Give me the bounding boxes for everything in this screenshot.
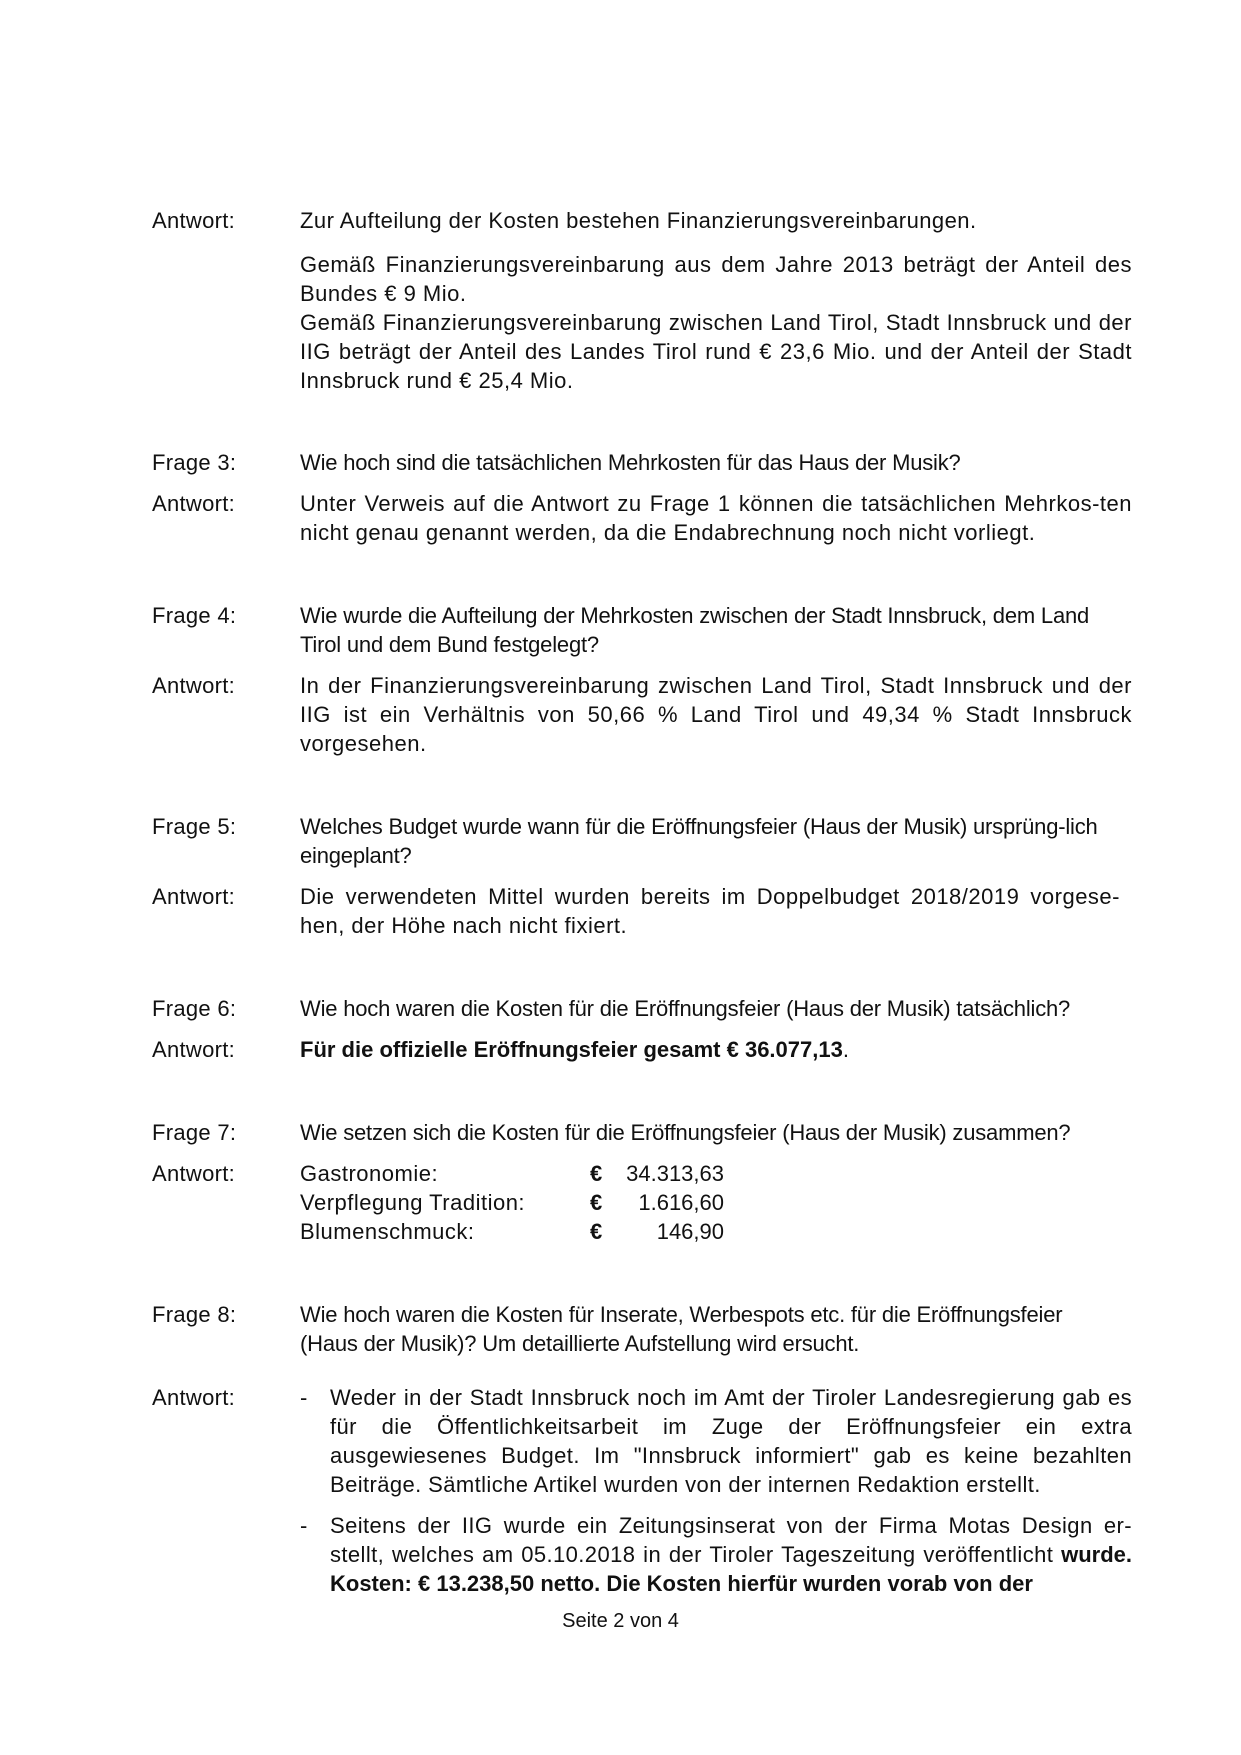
answer-label: Antwort: xyxy=(152,884,236,909)
cost-amount: 146,90 xyxy=(656,1219,724,1244)
answer-label: Antwort: xyxy=(152,1161,236,1186)
question-text: Wie hoch waren die Kosten für die Eröffnungsfeier (Haus der Musik) tatsächlich? xyxy=(300,996,1071,1021)
question-text: Welches Budget wurde wann für die Eröffnungsfeier (Haus der Musik) ursprüng-lich eingeplant? xyxy=(300,814,1098,868)
question-text: Wie hoch sind die tatsächlichen Mehrkosten für das Haus der Musik? xyxy=(300,450,961,475)
euro-icon: € xyxy=(590,1190,603,1215)
bullet-text: Weder in der Stadt Innsbruck noch im Amt der Tiroler Landesregierung gab es für die Öffentlichkeitsarbeit im Zuge der Eröffnungsfeier ein extra ausgewiesenes Budget. Im "Innsbruck informiert" gab es keine bezahlten Beiträge. Sämtliche Artikel wurden von der internen Redaktion erstellt. xyxy=(330,1385,1132,1497)
question-text: Wie setzen sich die Kosten für die Eröffnungsfeier (Haus der Musik) zusammen? xyxy=(300,1120,1071,1145)
bullet-text-bold: wurde. Kosten: € 13.238,50 netto. Die Kosten hierfür wurden vorab von der xyxy=(330,1542,1132,1596)
question-label: Frage 7: xyxy=(152,1120,237,1145)
euro-icon: € xyxy=(590,1219,603,1244)
question-text: Wie wurde die Aufteilung der Mehrkosten zwischen der Stadt Innsbruck, dem Land Tirol und dem Bund festgelegt? xyxy=(300,603,1090,657)
answer-paragraph: Zur Aufteilung der Kosten bestehen Finanzierungsvereinbarungen. xyxy=(300,208,977,233)
answer-text: In der Finanzierungsvereinbarung zwischen Land Tirol, Stadt Innsbruck und der IIG ist ein Verhältnis von 50,66 % Land Tirol und 49,34 % Stadt Innsbruck vorgesehen. xyxy=(300,673,1132,756)
answer-text xyxy=(300,1035,1132,1064)
bullet-dash: - xyxy=(300,1385,308,1410)
question-label: Frage 3: xyxy=(152,450,237,475)
page-footer: Seite 2 von 4 xyxy=(562,1610,679,1632)
bullet-text-regular: Seitens der IIG wurde ein Zeitungsinserat von der Firma Motas Design er-stellt, welches am 05.10.2018 in der Tiroler Tageszeitung veröffentlicht xyxy=(330,1513,1132,1567)
answer-text: Die verwendeten Mittel wurden bereits im Doppelbudget 2018/2019 vorgese-hen, der Höhe nach nicht fixiert. xyxy=(300,884,1120,938)
answer-label: Antwort: xyxy=(152,673,236,698)
answer-label: Antwort: xyxy=(152,208,236,233)
cost-name: Verpflegung Tradition: xyxy=(300,1190,526,1215)
answer-paragraph: Gemäß Finanzierungsvereinbarung aus dem Jahre 2013 beträgt der Anteil des Bundes € 9 Mio. xyxy=(300,252,1132,306)
bullet-text xyxy=(330,1511,1132,1598)
question-text: Wie hoch waren die Kosten für Inserate, Werbespots etc. für die Eröffnungsfeier (Haus der Musik)? Um detaillierte Aufstellung wird ersucht. xyxy=(300,1302,1063,1356)
cost-name: Blumenschmuck: xyxy=(300,1219,475,1244)
answer-text: Unter Verweis auf die Antwort zu Frage 1 können die tatsächlichen Mehrkos-ten nicht genau genannt werden, da die Endabrechnung noch nicht vorliegt. xyxy=(300,491,1132,545)
cost-amount: 34.313,63 xyxy=(626,1161,724,1186)
answer-paragraph: Gemäß Finanzierungsvereinbarung zwischen Land Tirol, Stadt Innsbruck und der IIG beträgt der Anteil des Landes Tirol rund € 23,6 Mio. und der Anteil der Stadt Innsbruck rund € 25,4 Mio. xyxy=(300,310,1132,393)
cost-amount: 1.616,60 xyxy=(638,1190,724,1215)
answer-bold-text: Für die offizielle Eröffnungsfeier gesamt € 36.077,13 xyxy=(300,1037,843,1062)
question-label: Frage 4: xyxy=(152,603,237,628)
euro-icon: € xyxy=(590,1161,603,1186)
answer-label: Antwort: xyxy=(152,491,236,516)
bullet-dash: - xyxy=(300,1513,308,1538)
question-label: Frage 5: xyxy=(152,814,237,839)
answer-text xyxy=(300,206,1132,395)
answer-period: . xyxy=(842,1037,849,1062)
cost-name: Gastronomie: xyxy=(300,1161,439,1186)
answer-label: Antwort: xyxy=(152,1037,236,1062)
question-label: Frage 6: xyxy=(152,996,237,1021)
answer-label: Antwort: xyxy=(152,1385,236,1410)
question-label: Frage 8: xyxy=(152,1302,237,1327)
